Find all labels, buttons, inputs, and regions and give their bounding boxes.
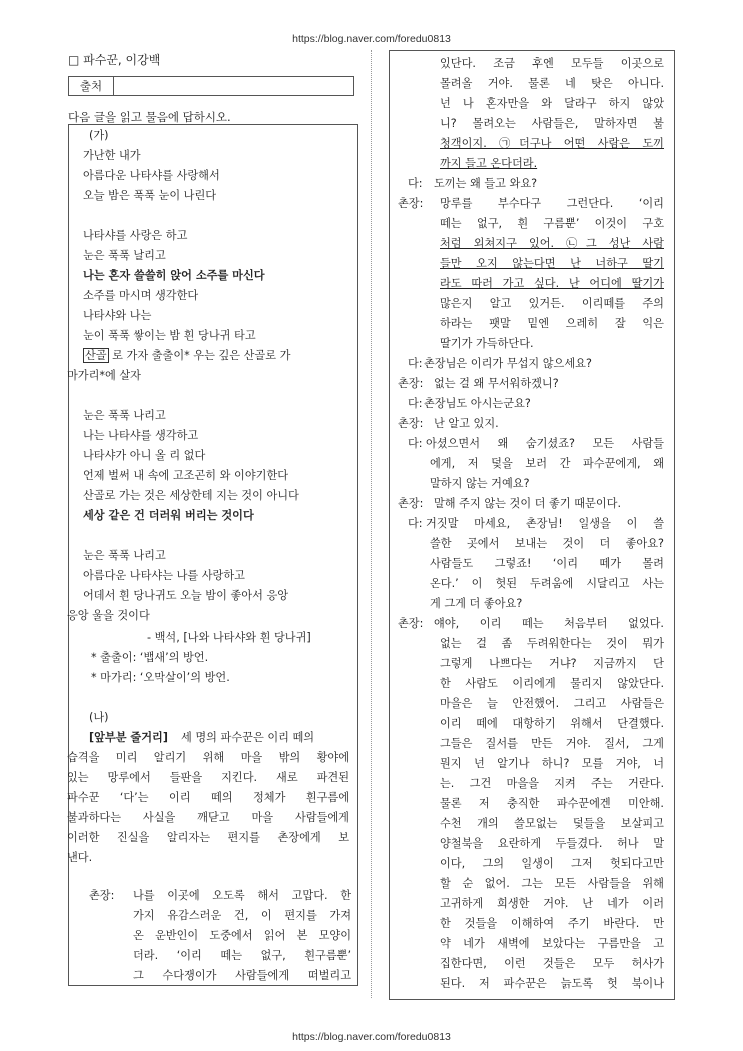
speech-line: 있단다. 조금 후엔 모두들 이곳으로	[440, 57, 664, 70]
poem-line: 나는 나타샤를 생각하고	[83, 429, 199, 442]
right-passage-box	[389, 50, 675, 1000]
speaker-label: 다:	[408, 517, 423, 530]
speech-line: 한 것들을 이해하여 주기 바란다. 만	[440, 917, 664, 930]
speaker-label: 촌장:	[398, 197, 424, 210]
speech-line: 에게, 저 덫을 보러 간 파수꾼에게, 왜	[430, 457, 664, 470]
poem-line: 오늘 밤은 푹푹 눈이 나린다	[83, 189, 217, 202]
speech-line: 아셨으면서 왜 숨기셨죠? 모든 사람들	[426, 437, 664, 450]
speaker-label: 촌장:	[398, 617, 424, 630]
poem-line: 마가리*에 살자	[67, 369, 141, 382]
speech-line: 없는 걸 왜 무서워하겠니?	[434, 377, 559, 390]
summary-heading: [앞부분 줄거리]	[89, 731, 168, 744]
speech-line: 청객이지. ㉠더구나 어떤 사람은 도끼	[440, 137, 664, 150]
poem-note: * 마가리: ‘오막살이’의 방언.	[91, 671, 230, 684]
summary-line: 이러한 진실을 알리자는 편지를 촌장에게 보	[67, 831, 349, 844]
speech-line: 이다, 그의 일생이 그저 헛되다고만	[440, 857, 664, 870]
boxed-word: 산골	[85, 349, 107, 362]
speaker-label: 다:	[408, 357, 423, 370]
speech-line: 니? 몰려오는 사람들은, 말하자면 불	[440, 117, 664, 130]
summary-line: 불과하다는 사실을 깨닫고 마을 사람들에게	[67, 811, 349, 824]
speaker-label: 다:	[408, 177, 423, 190]
source-label: 출처	[69, 77, 114, 95]
poem-line: 응앙 울을 것이다	[67, 609, 150, 622]
speech-line: 도끼는 왜 들고 와요?	[434, 177, 538, 190]
speech-line: 할 순 없어. 그는 모든 사람들을 위해	[440, 877, 664, 890]
speech-line: 딸기가 가득하단다.	[440, 337, 534, 350]
speech-line: 넌 나 혼자만을 와 달라구 하지 않았	[440, 97, 664, 110]
speech-line: 몰려올 거야. 물론 네 탓은 아니다.	[440, 77, 664, 90]
speaker-label: 촌장:	[398, 497, 424, 510]
instruction: 다음 글을 읽고 물음에 답하시오.	[68, 110, 231, 124]
poem-line: 눈이 푹푹 쌓이는 밤 흰 당나귀 타고	[83, 329, 256, 342]
speech-line: 그들은 질서를 만든 거야. 질서, 그게	[440, 737, 664, 750]
source-box	[68, 76, 354, 96]
poem-line: 아름다운 나타샤는 나를 사랑하고	[83, 569, 245, 582]
drama-label: (나)	[89, 711, 109, 724]
speech-line: 가지 유감스러운 건, 이 편지를 가져	[133, 909, 351, 922]
poem-line: 나타샤가 아니 올 리 없다	[83, 449, 206, 462]
poem-note: * 출출이: ‘뱁새’의 방언.	[91, 651, 209, 664]
poem-line: 언제 벌써 내 속에 고조곤히 와 이야기한다	[83, 469, 289, 482]
summary-line: 습격을 미리 알리기 위해 마을 밖의 황야에	[67, 751, 349, 764]
poem-line	[83, 347, 290, 365]
speech-line: 하라는 팻말 밑엔 으레히 잘 익은	[440, 317, 664, 330]
blog-url-footer[interactable]: https://blog.naver.com/foredu0813	[292, 1031, 451, 1043]
speech-line: 들만 오지 않는다면 난 너하구 딸기	[440, 257, 664, 270]
speech-line: 이리 떼에 대항하기 위해서 단결했다.	[440, 717, 664, 730]
poem-line: 세상 같은 건 더러워 버리는 것이다	[83, 509, 254, 522]
poem-line: 나는 혼자 쓸쓸히 앉어 소주를 마신다	[83, 269, 265, 282]
speech-line: 물론 저 충직한 파수꾼에겐 미안해.	[440, 797, 664, 810]
poem-line: 나타샤를 사랑은 하고	[83, 229, 188, 242]
poem-line: 나타샤와 나는	[83, 309, 152, 322]
speech-line: 그 수다쟁이가 사람들에게 떠벌리고	[133, 969, 351, 982]
speech-line: 난 알고 있지.	[434, 417, 499, 430]
speech-line: 뭔지 넌 알기나 하니? 모를 거야, 너	[440, 757, 664, 770]
speech-line: 수천 개의 쓸모없는 덫들을 보살피고	[440, 817, 664, 830]
poem-line: 산골로 가는 것은 세상한테 지는 것이 아니다	[83, 489, 299, 502]
poem-line: 아름다운 나타샤를 사랑해서	[83, 169, 220, 182]
summary-line: 낸다.	[67, 851, 93, 864]
speaker-label: 다:	[408, 437, 423, 450]
speech-line: 쓸한 곳에서 보내는 것이 더 좋아요?	[430, 537, 664, 550]
blog-url-header[interactable]: https://blog.naver.com/foredu0813	[292, 33, 451, 45]
speech-line: 떼는 없구, 흰 구름뿐’ 이것이 구호	[440, 217, 664, 230]
summary-line: 파수꾼 ‘다’는 이리 떼의 정체가 흰구름에	[67, 791, 349, 804]
speech-line: 된다. 저 파수꾼은 늙도록 헛 북이나	[440, 977, 664, 990]
speaker-label: 다:	[408, 397, 423, 410]
left-header	[68, 50, 358, 126]
speech-line: 촌장님은 이리가 무섭지 않으세요?	[424, 357, 592, 370]
speaker-label: 촌장:	[398, 417, 424, 430]
speech-line: 말하지 않는 거예요?	[430, 477, 530, 490]
speech-line: 약 네가 새벽에 보았다는 구름만을 고	[440, 937, 664, 950]
speech-line: 얘야, 이리 떼는 처음부터 없었다.	[434, 617, 664, 630]
speech-line: 망루를 부수다구 그런단다. ‘이리	[440, 197, 664, 210]
speech-line: 온 운반인이 도중에서 읽어 본 모양이	[133, 929, 351, 942]
summary-line: 세 명의 파수꾼은 이리 떼의	[181, 731, 315, 744]
speech-line: 온다.’ 이 헛된 두려움에 시달리고 사는	[430, 577, 664, 590]
speech-line: 양철북을 요란하게 두들겼다. 허나 말	[440, 837, 664, 850]
speech-line: 촌장님도 아시는군요?	[424, 397, 531, 410]
speaker-label: 촌장:	[398, 377, 424, 390]
poem-line: 가난한 내가	[83, 149, 141, 162]
poem-line-text: 로 가자 출출이* 우는 깊은 산골로 가	[108, 349, 291, 362]
speech-line: 그렇게 나쁘다는 거냐? 지금까지 단	[440, 657, 664, 670]
speech-line: 말해 주지 않는 것이 더 좋기 때문이다.	[434, 497, 622, 510]
speech-line: 고귀하게 희생한 거야. 난 네가 이러	[440, 897, 664, 910]
poem-line: 눈은 푹푹 나리고	[83, 409, 166, 422]
speech-line: 더라. ‘이리 떼는 없구, 흰구름뿐’	[133, 949, 351, 962]
speech-line: 라도 따러 가고 싶다. 난 어디에 딸기가	[440, 277, 664, 290]
summary-line: 있는 망루에서 들판을 지킨다. 새로 파견된	[67, 771, 349, 784]
speech-line: 게 그게 더 좋아요?	[430, 597, 523, 610]
page-title: □ 파수꾼, 이강백	[68, 53, 161, 67]
speech-line: 까지 들고 온다더라.	[440, 157, 538, 170]
speech-line: 는. 그건 마을을 지켜 주는 거란다.	[440, 777, 664, 790]
left-passage-box	[68, 124, 358, 986]
speech-line: 한 사람도 이리에게 물리지 않았단다.	[440, 677, 664, 690]
poem-line: 눈은 푹푹 나리고	[83, 549, 166, 562]
column-divider	[371, 50, 372, 998]
speech-line: 거짓말 마세요, 촌장님! 일생을 이 쓸	[426, 517, 664, 530]
speech-line: 많은지 알고 있거든. 이리떼를 주의	[440, 297, 664, 310]
poem-line: 소주를 마시며 생각한다	[83, 289, 199, 302]
poem-label: (가)	[89, 129, 109, 142]
poem-line: 어데서 흰 당나귀도 오늘 밤이 좋아서 응앙	[83, 589, 289, 602]
speech-line: 집한다면, 이런 것들은 모두 허사가	[440, 957, 664, 970]
poem-line: 눈은 푹푹 날리고	[83, 249, 166, 262]
speech-line: 나를 이곳에 오도록 해서 고맙다. 한	[133, 889, 351, 902]
speech-line: 처럼 외쳐지구 있어. ㉡그 성난 사람	[440, 237, 664, 250]
speech-line: 마을은 늘 안전했어. 그리고 사람들은	[440, 697, 664, 710]
speech-line: 없는 걸 좀 두려워한다는 것이 뭐가	[440, 637, 664, 650]
speaker-chonjang: 촌장:	[89, 889, 115, 902]
poem-attribution: - 백석, [나와 나타샤와 흰 당나귀]	[147, 631, 311, 644]
speech-line: 사람들도 그렇죠! ‘이리 떼가 몰려	[430, 557, 664, 570]
